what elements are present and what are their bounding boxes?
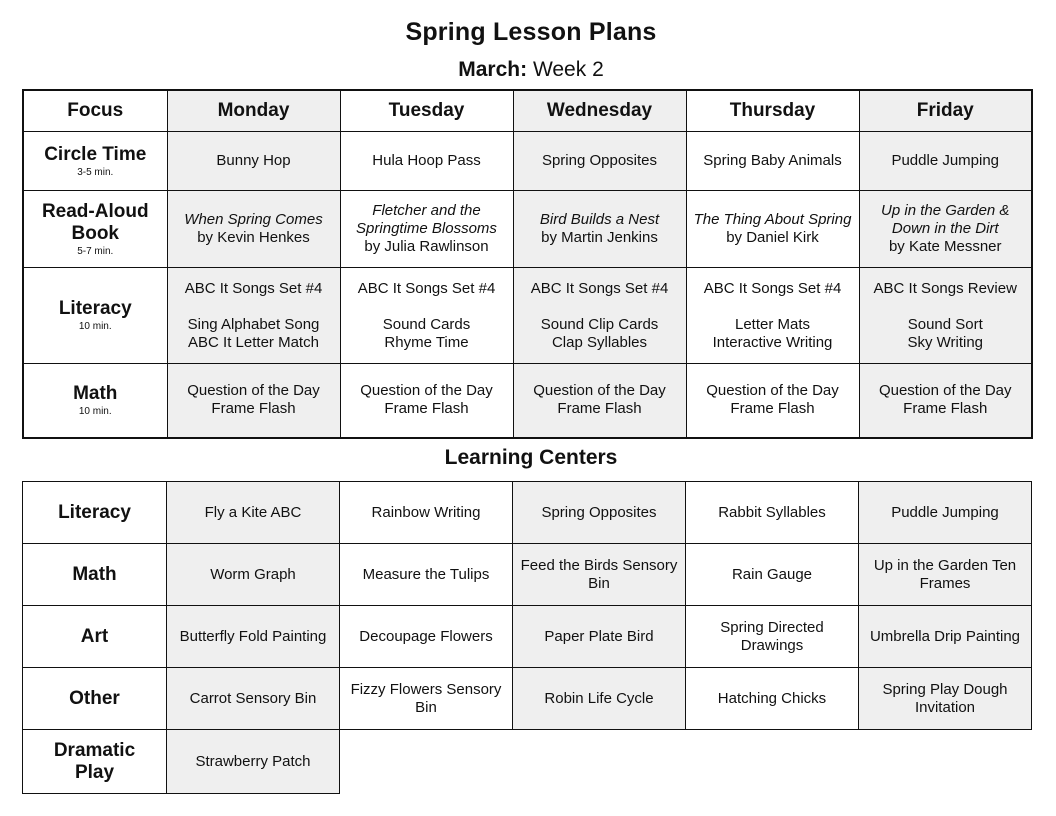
book-author: by Daniel Kirk [726, 229, 819, 246]
cell-thursday: Spring Baby Animals [686, 132, 859, 191]
activity-line: Sound Cards [382, 315, 471, 333]
empty-cell [340, 730, 513, 794]
row-label-line2: Play [74, 761, 115, 783]
cell-friday: Up in the Garden Ten Frames [859, 544, 1032, 606]
center-art-row [23, 606, 1032, 668]
row-label-line1: Read-Aloud [41, 200, 149, 222]
circle-time-row [23, 132, 1032, 191]
cell-friday: Spring Play Dough Invitation [859, 668, 1032, 730]
activity-line: Frame Flash [903, 400, 988, 418]
activity-line: Clap Syllables [551, 333, 648, 351]
row-duration: 5-7 min. [77, 245, 114, 257]
cell-thursday: Rain Gauge [686, 544, 859, 606]
book-title: Bird Builds a Nest [539, 211, 660, 228]
activity-line: Question of the Day [706, 382, 839, 400]
cell-monday: Worm Graph [167, 544, 340, 606]
book-author: by Kevin Henkes [197, 229, 310, 246]
row-label-text: Math [73, 382, 118, 404]
activity-line: Question of the Day [187, 382, 320, 400]
cell-wednesday: Spring Opposites [513, 132, 686, 191]
header-tuesday: Tuesday [340, 90, 513, 132]
activity-line: ABC It Songs Set #4 [184, 279, 323, 297]
activity-line: ABC It Songs Set #4 [530, 279, 669, 297]
row-label-line2: Book [71, 222, 119, 244]
cell-wednesday [513, 364, 686, 438]
book-title: When Spring Comes [184, 211, 323, 228]
subtitle-prefix: March: [458, 58, 528, 81]
cell-monday: Fly a Kite ABC [167, 482, 340, 544]
row-label-other: Other [23, 668, 167, 730]
activity-line: Sing Alphabet Song [187, 315, 320, 333]
activity-line: Rhyme Time [384, 333, 469, 351]
activity-line: Frame Flash [211, 400, 296, 418]
activity-line: Sound Sort [907, 315, 983, 333]
header-monday: Monday [167, 90, 340, 132]
book-author: by Kate Messner [888, 238, 1002, 255]
cell-friday [859, 268, 1032, 364]
activity-line: Frame Flash [730, 400, 815, 418]
activity-line: ABC It Songs Set #4 [703, 279, 842, 297]
row-label-dramatic-play [23, 730, 167, 794]
activity-line: ABC It Letter Match [188, 333, 319, 351]
cell-thursday: Spring Directed Drawings [686, 606, 859, 668]
cell-friday: Puddle Jumping [859, 132, 1032, 191]
center-literacy-row [23, 482, 1032, 544]
center-other-row [23, 668, 1032, 730]
row-label-math [23, 364, 167, 438]
activity-line: Question of the Day [878, 382, 1012, 400]
cell-wednesday: Spring Opposites [513, 482, 686, 544]
cell-wednesday: Feed the Birds Sensory Bin [513, 544, 686, 606]
cell-friday [859, 364, 1032, 438]
page-title: Spring Lesson Plans [405, 18, 657, 46]
cell-tuesday [340, 268, 513, 364]
cell-wednesday [513, 191, 686, 268]
cell-monday [167, 364, 340, 438]
book-author: by Martin Jenkins [541, 229, 658, 246]
book-title: Up in the Garden & Down in the Dirt [881, 202, 1010, 237]
row-label-art: Art [23, 606, 167, 668]
cell-monday: Bunny Hop [167, 132, 340, 191]
cell-friday: Puddle Jumping [859, 482, 1032, 544]
row-label-circle-time [23, 132, 167, 191]
center-dramatic-play-row [23, 730, 1032, 794]
cell-monday: Butterfly Fold Painting [167, 606, 340, 668]
header-row [23, 90, 1032, 132]
row-label-literacy [23, 268, 167, 364]
cell-monday: Carrot Sensory Bin [167, 668, 340, 730]
row-label-text: Literacy [58, 298, 132, 319]
cell-monday [167, 268, 340, 364]
cell-friday [859, 191, 1032, 268]
math-row [23, 364, 1032, 438]
activity-line: Frame Flash [384, 400, 469, 418]
cell-wednesday [513, 268, 686, 364]
book-title: Fletcher and the Springtime Blossoms [356, 202, 497, 237]
cell-tuesday: Hula Hoop Pass [340, 132, 513, 191]
activity-line: ABC It Songs Review [873, 279, 1017, 297]
row-label-read-aloud [23, 191, 167, 268]
empty-cell [513, 730, 686, 794]
cell-thursday: Rabbit Syllables [686, 482, 859, 544]
cell-monday: Strawberry Patch [167, 730, 340, 794]
activity-line: Frame Flash [557, 400, 642, 418]
cell-tuesday: Measure the Tulips [340, 544, 513, 606]
header-thursday: Thursday [686, 90, 859, 132]
book-author: by Julia Rawlinson [364, 238, 489, 255]
cell-tuesday: Decoupage Flowers [340, 606, 513, 668]
cell-thursday [686, 364, 859, 438]
header-focus: Focus [23, 90, 167, 132]
activity-line: Interactive Writing [712, 333, 833, 351]
row-label-line1: Dramatic [53, 739, 136, 761]
cell-monday [167, 191, 340, 268]
cell-tuesday [340, 191, 513, 268]
row-label-text: Circle Time [44, 143, 147, 165]
activity-line: ABC It Songs Set #4 [357, 279, 496, 297]
row-duration: 3-5 min. [77, 166, 114, 178]
activity-line: Sky Writing [907, 333, 984, 351]
cell-thursday [686, 191, 859, 268]
center-math-row [23, 544, 1032, 606]
cell-thursday [686, 268, 859, 364]
read-aloud-row [23, 191, 1032, 268]
learning-centers-title: Learning Centers [444, 446, 618, 469]
cell-tuesday [340, 364, 513, 438]
cell-wednesday: Paper Plate Bird [513, 606, 686, 668]
row-label-math: Math [23, 544, 167, 606]
activity-line: Sound Clip Cards [540, 315, 659, 333]
cell-wednesday: Robin Life Cycle [513, 668, 686, 730]
lesson-plan-table [22, 89, 1033, 439]
row-duration: 10 min. [78, 321, 112, 332]
cell-tuesday: Rainbow Writing [340, 482, 513, 544]
empty-cell [859, 730, 1032, 794]
cell-friday: Umbrella Drip Painting [859, 606, 1032, 668]
header-wednesday: Wednesday [513, 90, 686, 132]
cell-thursday: Hatching Chicks [686, 668, 859, 730]
empty-cell [686, 730, 859, 794]
activity-line: Question of the Day [360, 382, 493, 400]
learning-centers-table [22, 481, 1032, 794]
subtitle-text: Week 2 [532, 58, 604, 81]
cell-tuesday: Fizzy Flowers Sensory Bin [340, 668, 513, 730]
header-friday: Friday [859, 90, 1032, 132]
activity-line: Question of the Day [533, 382, 666, 400]
page-subtitle [0, 58, 1056, 82]
book-title: The Thing About Spring [693, 211, 852, 228]
activity-line: Letter Mats [734, 315, 811, 333]
literacy-row [23, 268, 1032, 364]
row-label-literacy: Literacy [23, 482, 167, 544]
row-duration: 10 min. [78, 405, 112, 417]
